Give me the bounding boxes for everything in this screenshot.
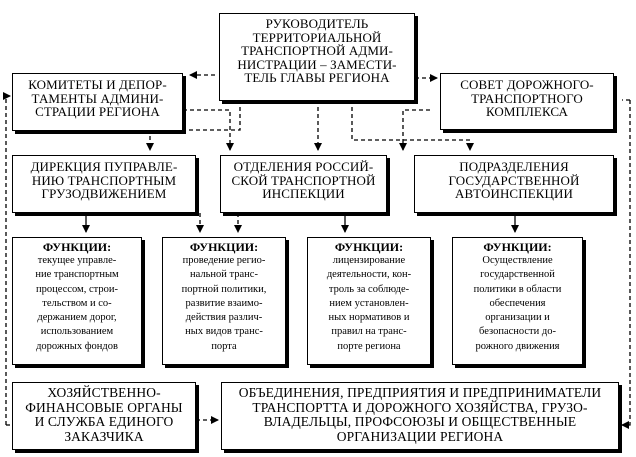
council-box — [440, 73, 614, 130]
council-text: СОВЕТ ДОРОЖНОГО- ТРАНСПОРТНОГО КОМПЛЕКСА — [460, 77, 594, 119]
line-left-loop — [6, 96, 10, 425]
functions-2-text: проведение регио- нальной транс- портной политики, развитие взаимо- действия различ- ных видов транс- порта — [181, 255, 267, 352]
committees-text: КОМИТЕТЫ И ДЕПОР- ТАМЕНТЫ АДМИНИ- СТРАЦИИ РЕГИОНА — [28, 77, 167, 119]
traffic-police-box — [414, 155, 614, 213]
functions-1-heading: ФУНКЦИИ: — [42, 240, 112, 254]
functions-2-heading: ФУНКЦИИ: — [189, 240, 259, 254]
functions-4-text: Осуществление государственной политики в области обеспечения организации и безопасности до- рожного движения — [473, 255, 562, 352]
committees-box — [12, 73, 183, 131]
functions-box-2 — [162, 237, 286, 365]
head-text: РУКОВОДИТЕЛЬ ТЕРРИТОРИАЛЬНОЙ ТРАНСПОРТНОЙ АДМИ- НИСТРАЦИИ – ЗАМЕСТИ- ТЕЛЬ ГЛАВЫ РЕГИОНА — [237, 16, 397, 85]
associations-text: ОБЪЕДИНЕНИЯ, ПРЕДПРИЯТИЯ И ПРЕДПРИНИМАТЕЛИ ТРАНСПОРТТА И ДОРОЖНОГО ХОЗЯЙСТВА, ГРУЗО- ВЛАДЕЛЬЦЫ, ПРОФСОЮЗЫ И ОБЩЕСТВЕННЫЕ ОРГАНИЗАЦИИ РЕГИОНА — [238, 385, 602, 444]
functions-3-heading: ФУНКЦИИ: — [334, 240, 404, 254]
head-box — [219, 13, 415, 101]
inspection-box — [220, 155, 387, 213]
functions-box-3 — [307, 237, 431, 365]
functions-box-1 — [12, 237, 142, 365]
financial-box — [12, 382, 196, 450]
functions-3-text: лицензирование деятельности, кон- троль за соблюде- нием установлен- ных нормативов и правил на транс- порте региона — [326, 255, 412, 352]
functions-box-4 — [452, 237, 583, 365]
financial-text: ХОЗЯЙСТВЕННО- ФИНАНСОВЫЕ ОРГАНЫ И СЛУЖБА ЕДИНОГО ЗАКАЗЧИКА — [25, 385, 183, 444]
directorate-text: ДИРЕКЦИЯ ПУПРАВЛЕ- НИЮ ТРАНСПОРТНЫМ ГРУЗОДВИЖЕНИЕМ — [30, 159, 178, 201]
associations-box — [221, 382, 619, 450]
functions-4-heading: ФУНКЦИИ: — [483, 240, 552, 254]
line-right-loop — [622, 100, 630, 425]
inspection-text: ОТДЕЛЕНИЯ РОССИЙ- СКОЙ ТРАНСПОРТНОЙ ИНСПЕКЦИИ — [231, 159, 376, 201]
line-council-down — [403, 110, 430, 150]
traffic-police-text: ПОДРАЗДЕЛЕНИЯ ГОСУДАРСТВЕННОЙ АВТОИНСПЕКЦИИ — [448, 159, 580, 201]
directorate-box — [12, 155, 196, 213]
functions-1-text: текущее управле- ние транспортным процессом, строи- тельством и со- держанием дорог, использованием дорожных фондов — [35, 255, 119, 352]
